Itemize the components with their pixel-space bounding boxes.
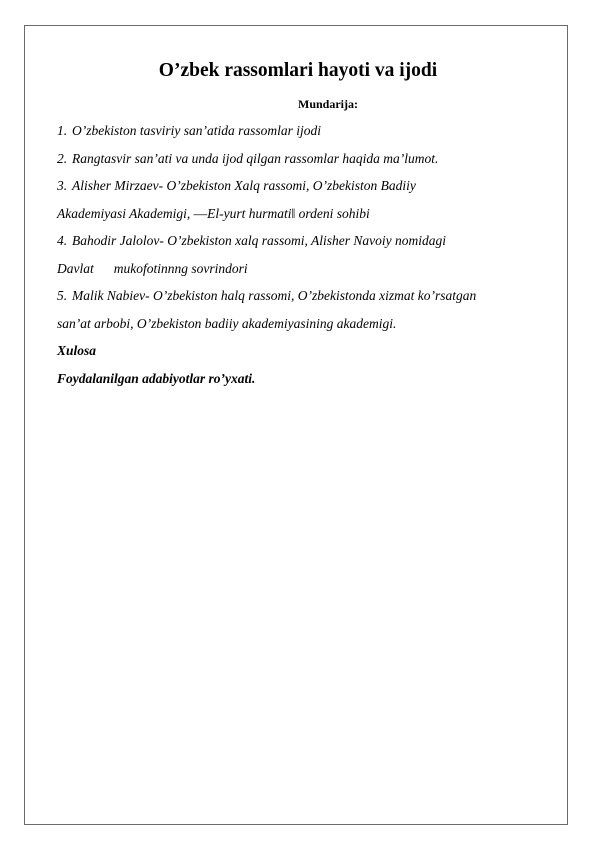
toc-item-text: Akademiyasi Akademigi, ―El-yurt hurmati‖ ordeni sohibi xyxy=(57,205,370,221)
toc-item-number: 3. xyxy=(57,178,68,193)
toc-item-3 xyxy=(57,172,557,200)
toc-item-text: Malik Nabiev- O’zbekiston halq rassomi, O’zbekistonda xizmat ko’rsatgan xyxy=(72,288,477,303)
toc-references: Foydalanilgan adabiyotlar ro’yxati. xyxy=(57,370,256,386)
toc-conclusion: Xulosa xyxy=(57,343,97,358)
toc-item-text: Rangtasvir san’ati va unda ijod qilgan rassomlar haqida ma’lumot. xyxy=(72,150,439,166)
toc-item-1 xyxy=(57,117,557,145)
toc-item-number: 4. xyxy=(57,233,68,248)
toc-item-text: mukofotinnng sovrindori xyxy=(113,260,248,276)
toc-item-text: O’zbekiston tasviriy san’atida rassomlar ijodi xyxy=(72,123,321,138)
toc-item-text: Bahodir Jalolov- O’zbekiston xalq rassomi, Alisher Navoiy nomidagi xyxy=(72,233,446,248)
document-title: O’zbek rassomlari hayoti va ijodi xyxy=(158,60,438,81)
table-of-contents xyxy=(57,117,557,392)
toc-item-2 xyxy=(57,145,557,173)
toc-item-number: 1. xyxy=(57,123,68,138)
toc-item-4 xyxy=(57,227,557,255)
toc-item-number: 2. xyxy=(57,150,68,166)
toc-item-text: Alisher Mirzaev- O’zbekiston Xalq rassomi, O’zbekiston Badiiy xyxy=(72,178,416,193)
toc-item-number: 5. xyxy=(57,288,68,303)
toc-item-text: Davlat xyxy=(57,260,94,276)
toc-item-4-continued xyxy=(57,255,557,283)
toc-item-5-continued xyxy=(57,310,557,338)
toc-item-3-continued xyxy=(57,200,557,228)
contents-heading: Mundarija: xyxy=(298,97,358,111)
toc-item-text: san’at arbobi, O’zbekiston badiiy akademiyasining akademigi. xyxy=(57,315,397,331)
toc-item-5 xyxy=(57,282,557,310)
